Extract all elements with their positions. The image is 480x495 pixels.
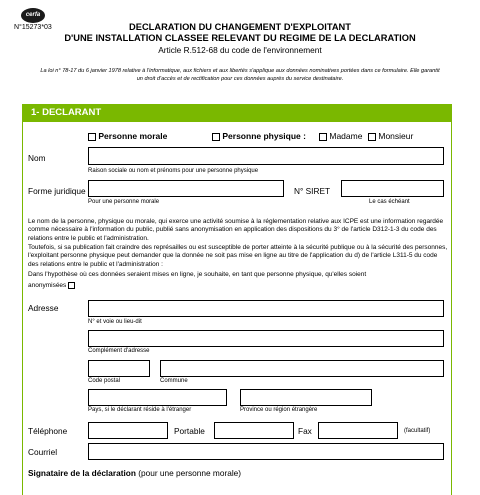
checkbox-madame[interactable] <box>319 133 327 141</box>
portable-field[interactable] <box>214 422 294 439</box>
option-personne-morale[interactable] <box>88 131 167 141</box>
exception-paragraph: Toutefois, si sa publication fait craindre des représailles ou est susceptible de porter atteinte à la sécurité publique ou à la sécurité des personnes, l'exploitant personne physique peut demander que la donnée ne soit pas mise en ligne au titre de l'application du d) de l'article L311-5 du code des relations entre le public et l'administration : <box>28 244 448 268</box>
pays-hint: Pays, si le déclarant réside à l'étranger <box>88 407 192 413</box>
nom-field[interactable] <box>88 147 444 165</box>
signataire-heading <box>28 468 241 478</box>
courriel-label: Courriel <box>28 447 58 457</box>
checkbox-anonymisees[interactable] <box>68 282 75 289</box>
forme-juridique-label: Forme juridique <box>28 186 86 196</box>
voie-hint: N° et voie ou lieu-dit <box>88 319 142 325</box>
commune-hint: Commune <box>160 378 188 384</box>
personne-morale-label: Personne morale <box>98 131 168 141</box>
commune-field[interactable] <box>160 360 444 377</box>
fax-label: Fax <box>298 426 312 436</box>
complement-hint: Complément d'adresse <box>88 348 150 354</box>
option-monsieur[interactable] <box>368 131 413 141</box>
option-personne-physique[interactable] <box>212 131 306 141</box>
nom-hint: Raison sociale ou nom et prénoms pour une personne physique <box>88 168 259 174</box>
forme-juridique-field[interactable] <box>88 180 284 197</box>
province-field[interactable] <box>240 389 372 406</box>
pays-field[interactable] <box>88 389 227 406</box>
title-line-1: DECLARATION DU CHANGEMENT D'EXPLOITANT <box>129 22 351 32</box>
section-header <box>22 104 451 122</box>
title-line-2: D'UNE INSTALLATION CLASSEE RELEVANT DU REGIME DE LA DECLARATION <box>64 33 416 43</box>
section-title: 1- DECLARANT <box>31 107 102 118</box>
siret-label: N° SIRET <box>294 186 331 196</box>
signataire-rest: (pour une personne morale) <box>135 468 242 478</box>
madame-label: Madame <box>329 131 363 141</box>
option-madame[interactable] <box>319 131 362 141</box>
cerfa-logo: cerfa <box>21 8 45 23</box>
privacy-notice: La loi n° 78-17 du 6 janvier 1978 relative à l'informatique, aux fichiers et aux libertés s'applique aux données nominatives portées dans ce formulaire. Elle garantit un droit d'accès et de rectification pour ces données auprès du service destinataire. <box>40 68 440 82</box>
telephone-label: Téléphone <box>28 426 68 436</box>
code-postal-hint: Code postal <box>88 378 121 384</box>
province-hint: Province ou région étrangère <box>240 407 318 413</box>
monsieur-label: Monsieur <box>378 131 414 141</box>
siret-hint: Le cas échéant <box>369 199 410 205</box>
code-postal-field[interactable] <box>88 360 150 377</box>
facultatif-note: (facultatif) <box>404 428 431 434</box>
checkbox-monsieur[interactable] <box>368 133 376 141</box>
adresse-label: Adresse <box>28 303 59 313</box>
courriel-field[interactable] <box>88 443 444 460</box>
checkbox-personne-morale[interactable] <box>88 133 96 141</box>
option-anonymisees[interactable] <box>28 282 75 289</box>
portable-label: Portable <box>174 426 205 436</box>
adresse-voie-field[interactable] <box>88 300 444 317</box>
anonymisation-paragraph: Dans l'hypothèse où ces données seraient mises en ligne, je souhaite, en tant que personne physique, qu'elles soient <box>28 271 367 278</box>
signataire-bold: Signataire de la déclaration <box>28 468 136 478</box>
siret-field[interactable] <box>341 180 444 197</box>
personne-physique-label: Personne physique : <box>222 131 306 141</box>
checkbox-personne-physique[interactable] <box>212 133 220 141</box>
complement-adresse-field[interactable] <box>88 330 444 347</box>
nom-label: Nom <box>28 153 46 163</box>
article-reference: Article R.512-68 du code de l'environnement <box>158 45 322 55</box>
form-number: N°15273*03 <box>14 24 52 31</box>
anonymisees-label: anonymisées <box>28 282 67 290</box>
telephone-field[interactable] <box>88 422 168 439</box>
fax-field[interactable] <box>318 422 398 439</box>
publication-paragraph: Le nom de la personne, physique ou morale, qui exerce une activité soumise à la réglementation relative aux ICPE est une information regardée comme nécessaire à l'information du public, publié sans anonymisation en application des dispositions du 3° de l'article D312-1-3 du code des relations entre le public et l'administration. <box>28 218 444 242</box>
forme-juridique-hint: Pour une personne morale <box>88 199 160 205</box>
